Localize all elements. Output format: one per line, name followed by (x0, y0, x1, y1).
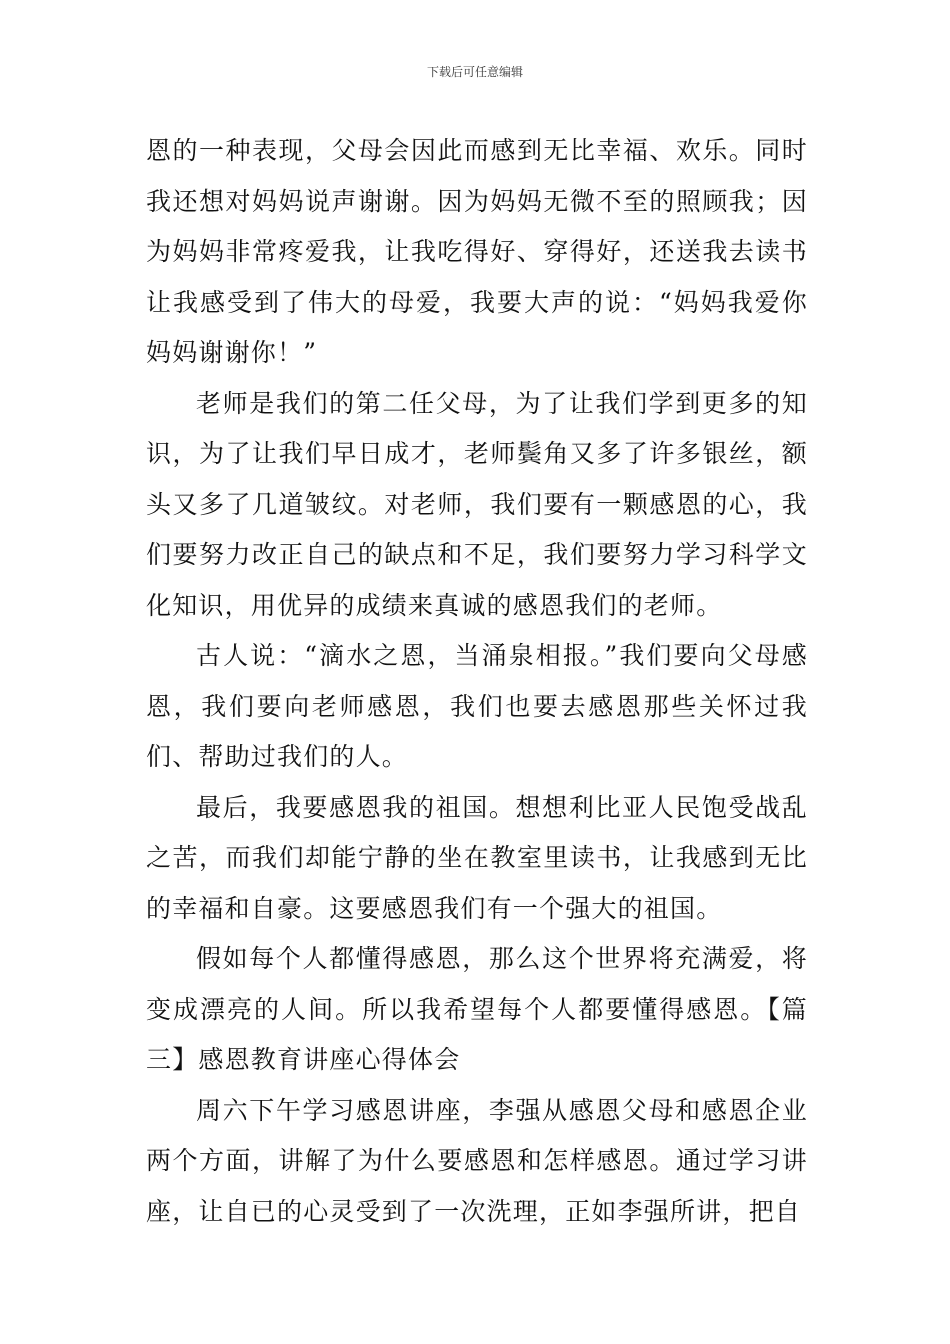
paragraph-motherland: 最后，我要感恩我的祖国。想想利比亚人民饱受战乱之苦，而我们却能宁静的坐在教室里读书，让我感到无比的幸福和自豪。这要感恩我们有一个强大的祖国。 (146, 792, 808, 923)
paragraph-teacher: 老师是我们的第二任父母，为了让我们学到更多的知识，为了让我们早日成才，老师鬓角又多了许多银丝，额头又多了几道皱纹。对老师，我们要有一颗感恩的心，我们要努力改正自己的缺点和不足，我们要努力学习科学文化知识，用优异的成绩来真诚的感恩我们的老师。 (146, 388, 808, 620)
page-header: 下载后可任意编辑 (426, 65, 523, 79)
paragraph-proverb: 古人说：“滴水之恩，当涌泉相报。”我们要向父母感恩，我们要向老师感恩，我们也要去感恩那些关怀过我们、帮助过我们的人。 (146, 641, 808, 771)
document-body (146, 126, 808, 1237)
paragraph-everyone: 假如每个人都懂得感恩，那么这个世界将充满爱，将变成漂亮的人间。所以我希望每个人都要懂得感恩。【篇三】感恩教育讲座心得体会 (146, 944, 808, 1074)
paragraph-lecture: 周六下午学习感恩讲座，李强从感恩父母和感恩企业两个方面，讲解了为什么要感恩和怎样感恩。通过学习讲座，让自已的心灵受到了一次洗理，正如李强所讲，把自 (146, 1095, 808, 1226)
paragraph-continued: 恩的一种表现，父母会因此而感到无比幸福、欢乐。同时我还想对妈妈说声谢谢。因为妈妈无微不至的照顾我；因为妈妈非常疼爱我，让我吃得好、穿得好，还送我去读书让我感受到了伟大的母爱，我要大声的说：“妈妈我爱你妈妈谢谢你！” (146, 136, 808, 367)
